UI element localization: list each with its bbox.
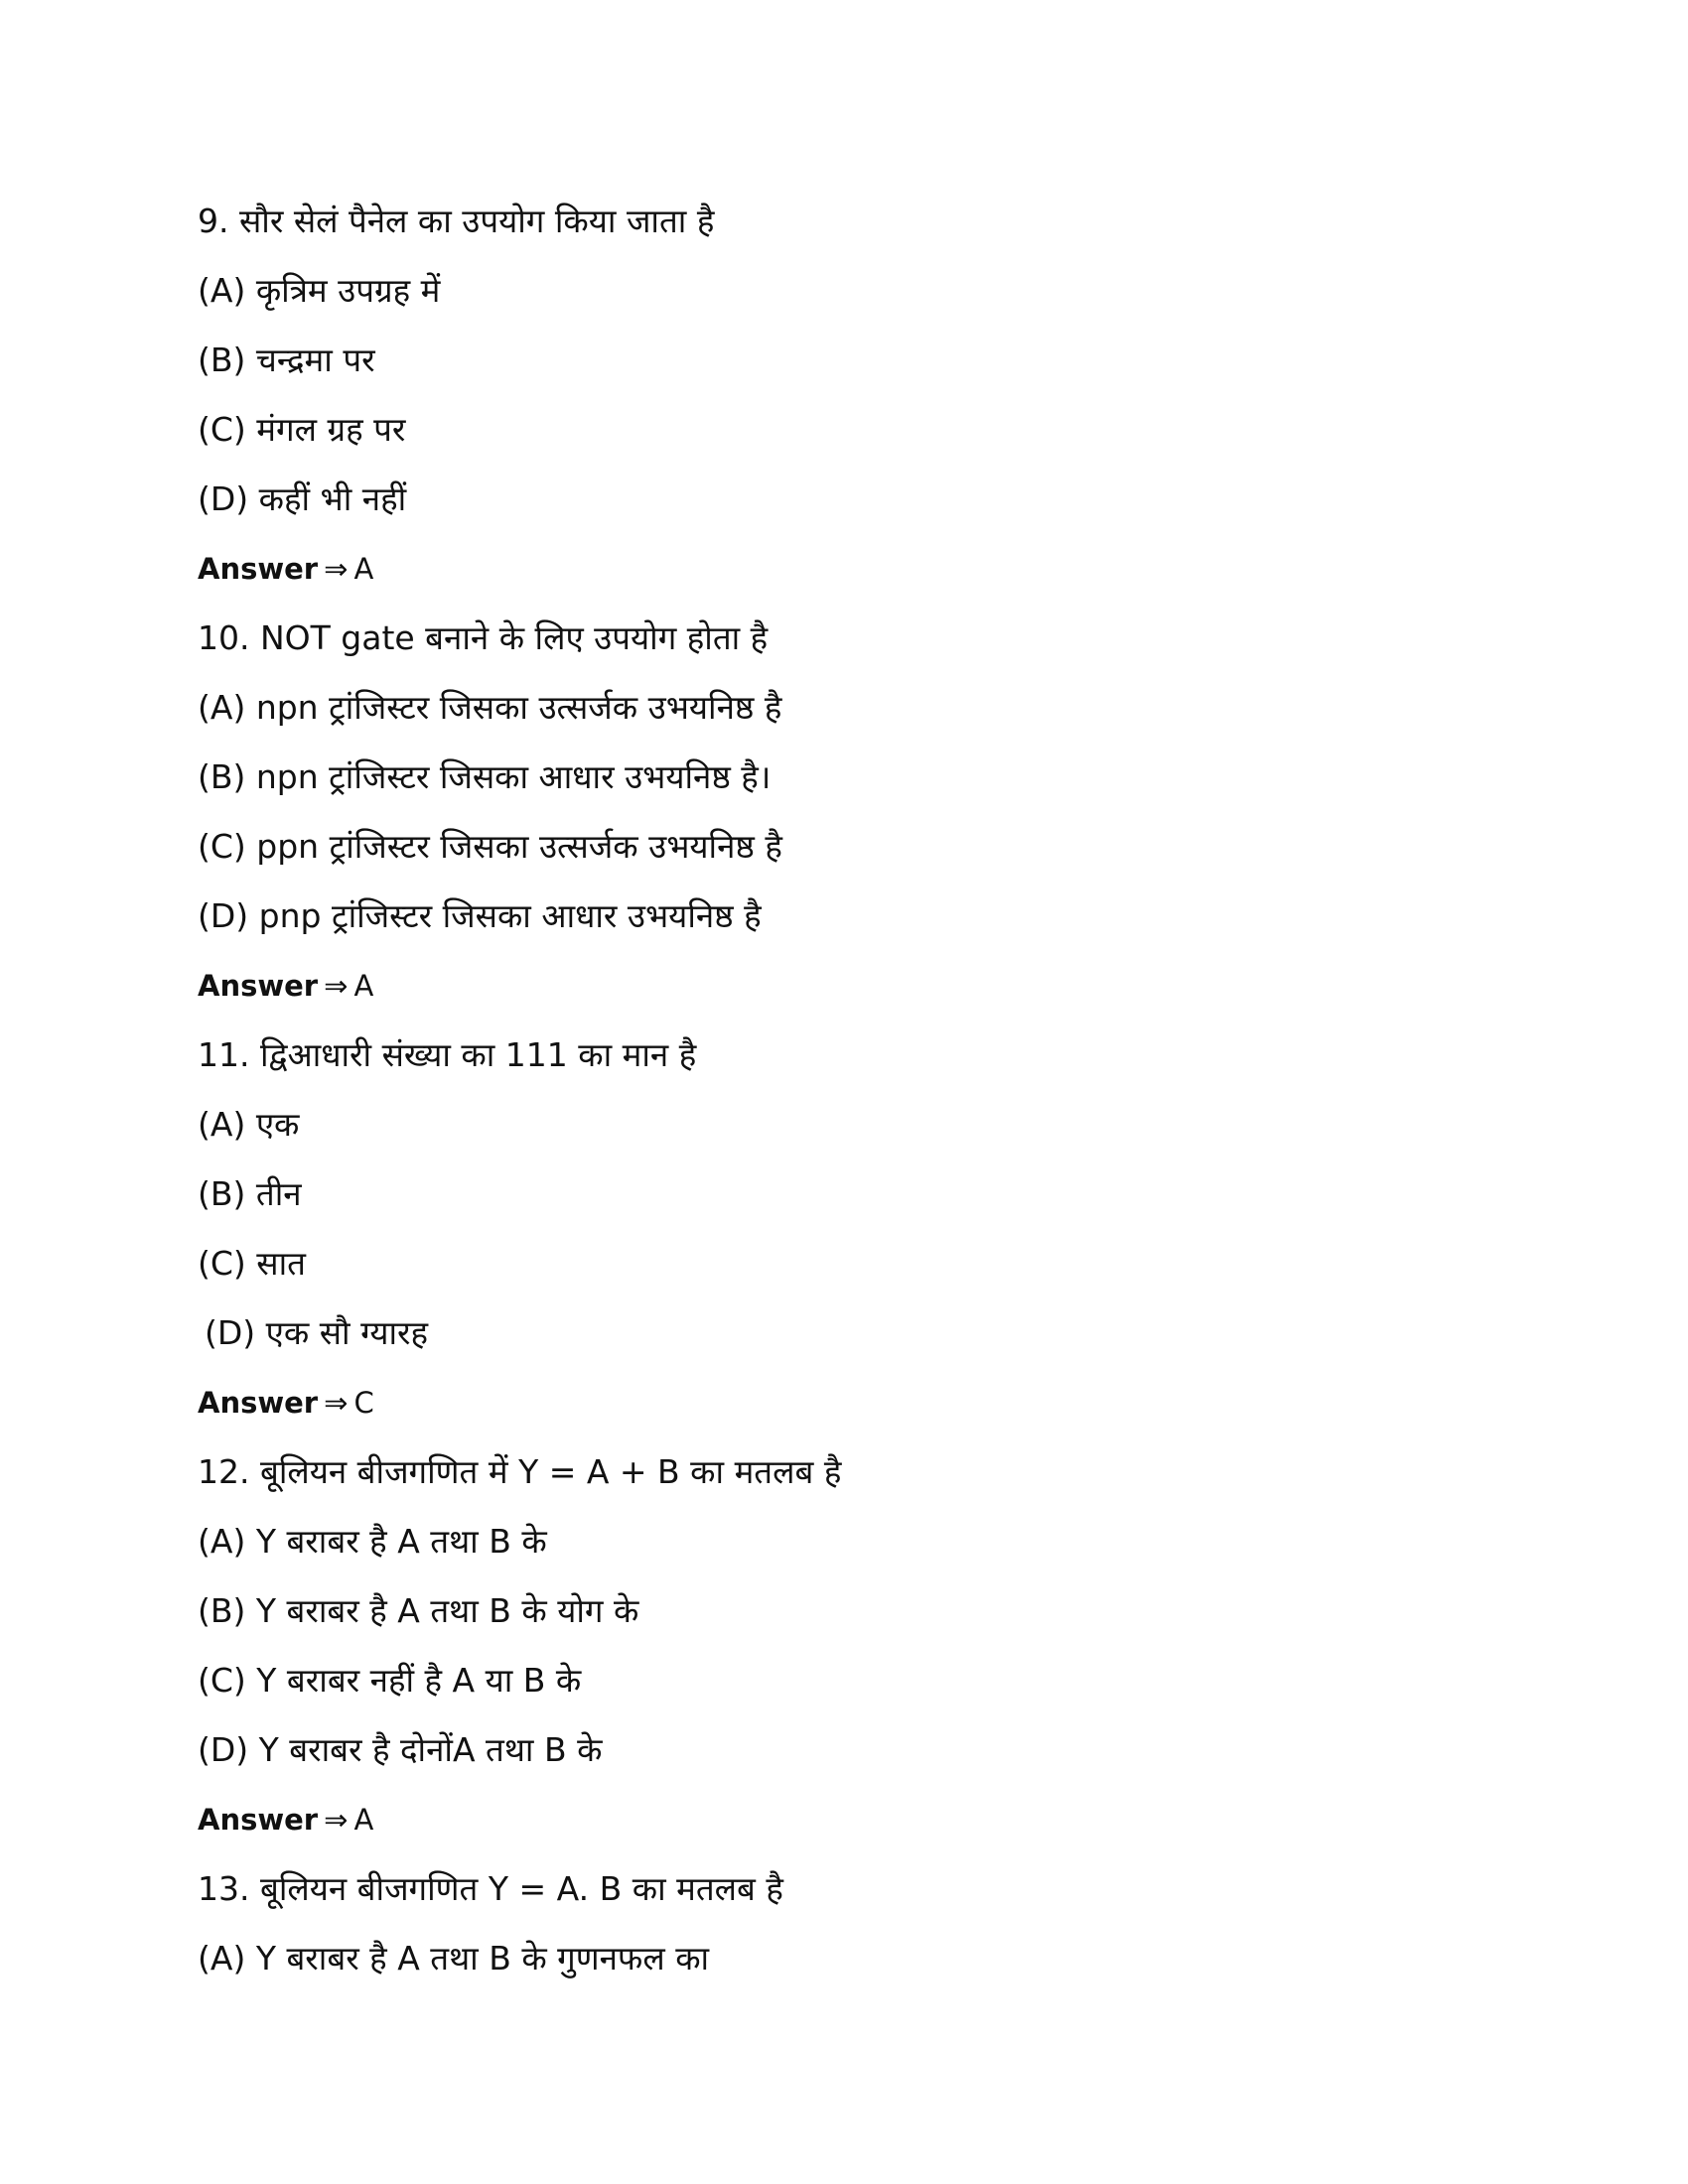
question-text: 11. द्विआधारी संख्या का 111 का मान है — [198, 1035, 697, 1074]
option-d: (D) Y बराबर है दोनोंA तथा B के — [198, 1730, 603, 1769]
option-b: (B) Y बराबर है A तथा B के योग के — [198, 1591, 639, 1630]
option-d: (D) कहीं भी नहीं — [198, 479, 407, 518]
answer-value: A — [353, 552, 374, 586]
question-list — [198, 195, 1488, 2001]
option-c: (C) मंगल ग्रह पर — [198, 410, 406, 449]
option-a: (A) कृत्रिम उपग्रह में — [198, 271, 441, 310]
option-c: (C) सात — [198, 1244, 306, 1283]
answer-line — [198, 1793, 1488, 1862]
option-b: (B) तीन — [198, 1174, 302, 1213]
answer-label: Answer — [198, 969, 319, 1003]
option-a: (A) Y बराबर है A तथा B के गुणनफल का — [198, 1939, 710, 1978]
answer-arrow: ⇒ — [324, 1803, 349, 1837]
question-text: 12. बूलियन बीजगणित में Y = A + B का मतलब है — [198, 1452, 842, 1491]
answer-arrow: ⇒ — [324, 1386, 349, 1420]
answer-label: Answer — [198, 1386, 319, 1420]
option-a: (A) Y बराबर है A तथा B के — [198, 1522, 547, 1561]
option-d: (D) एक सौ ग्यारह — [205, 1313, 429, 1352]
question-text: 10. NOT gate बनाने के लिए उपयोग होता है — [198, 618, 769, 657]
answer-value: A — [353, 969, 374, 1003]
answer-line — [198, 542, 1488, 612]
option-b: (B) npn ट्रांजिस्टर जिसका आधार उभयनिष्ठ है। — [198, 757, 772, 796]
question-text: 13. बूलियन बीजगणित Y = A. B का मतलब है — [198, 1869, 783, 1908]
answer-line — [198, 1376, 1488, 1445]
answer-arrow: ⇒ — [324, 552, 349, 586]
answer-value: A — [353, 1803, 374, 1837]
question-text: 9. सौर सेलं पैनेल का उपयोग किया जाता है — [198, 202, 715, 240]
option-c: (C) ppn ट्रांजिस्टर जिसका उत्सर्जक उभयनिष्ठ है — [198, 827, 782, 866]
answer-arrow: ⇒ — [324, 969, 349, 1003]
answer-line — [198, 959, 1488, 1028]
option-c: (C) Y बराबर नहीं है A या B के — [198, 1661, 582, 1700]
answer-value: C — [353, 1386, 374, 1420]
option-d: (D) pnp ट्रांजिस्टर जिसका आधार उभयनिष्ठ है — [198, 896, 762, 935]
answer-label: Answer — [198, 552, 319, 586]
option-b: (B) चन्द्रमा पर — [198, 341, 375, 379]
answer-label: Answer — [198, 1803, 319, 1837]
option-a: (A) npn ट्रांजिस्टर जिसका उत्सर्जक उभयनिष्ठ है — [198, 688, 782, 727]
option-a: (A) एक — [198, 1105, 300, 1144]
